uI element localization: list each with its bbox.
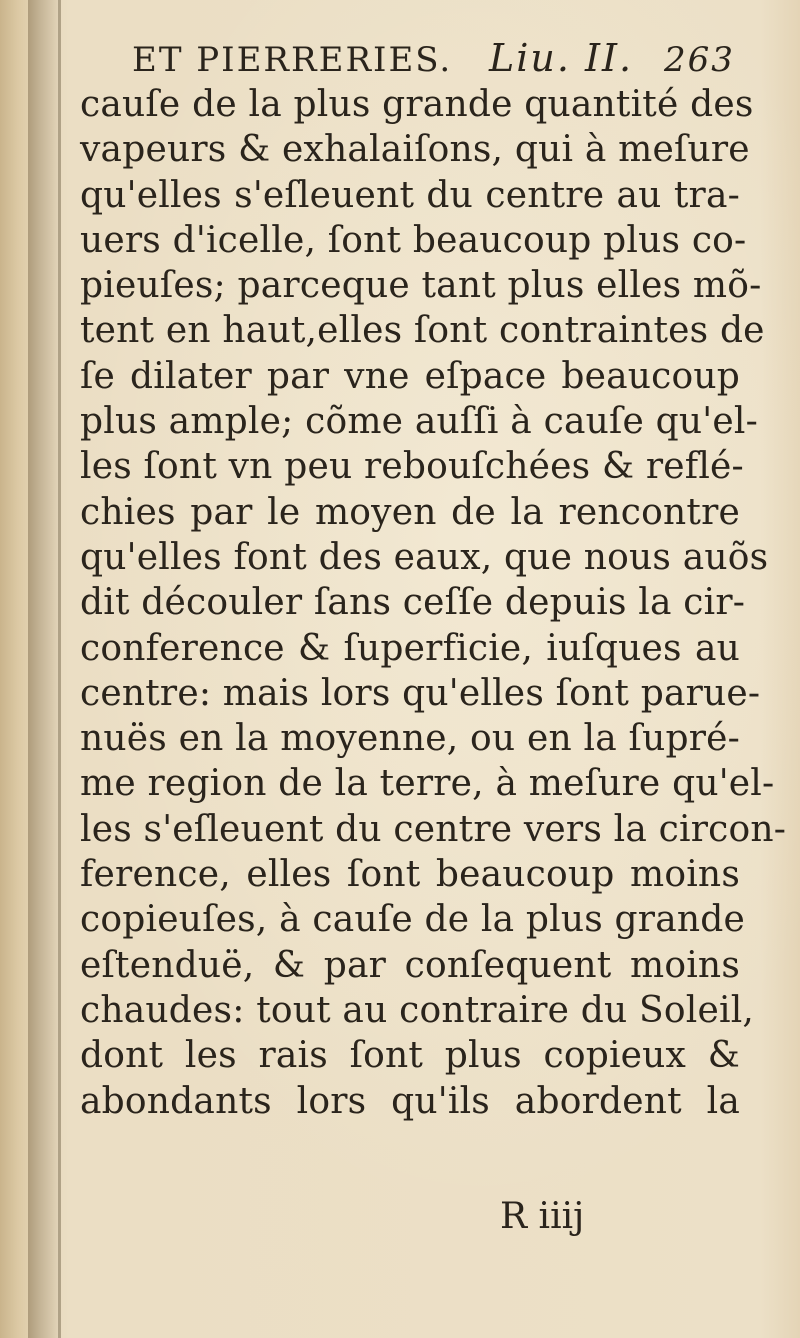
page-number: 263 — [663, 40, 735, 80]
text-line: ſe dilater par vne eſpace beaucoup — [80, 355, 740, 397]
text-line: cauſe de la plus grande quantité des — [80, 84, 754, 125]
text-line: uers d'icelle, ſont beaucoup plus co- — [80, 219, 747, 261]
binding-shadow — [28, 0, 58, 1338]
text-line: les ſont vn peu rebouſchées & reflé- — [80, 446, 744, 488]
text-line: dont les rais ſont plus copieux & — [80, 1035, 740, 1077]
text-line: les s'eſleuent du centre vers la circon- — [80, 808, 787, 850]
text-line: pieuſes; parceque tant plus elles mõ- — [80, 265, 762, 307]
body-text — [80, 82, 787, 1124]
signature-mark: R iiij — [500, 1196, 585, 1237]
text-line: chaudes: tout au contraire du Soleil, — [80, 989, 755, 1031]
text-line: copieuſes, à cauſe de la plus grande — [80, 899, 745, 941]
text-line: dit découler ſans ceſſe depuis la cir- — [80, 582, 746, 624]
text-line: vapeurs & exhalaiſons, qui à meſure — [80, 129, 750, 171]
text-line: centre: mais lors qu'elles ſont parue- — [80, 672, 761, 714]
text-line: conference & ſuperficie, iuſques au — [80, 627, 740, 669]
text-line: eſtenduë, & par conſequent moins — [80, 944, 740, 986]
book-number: Liu. II. — [489, 36, 634, 80]
text-line: tent en haut,elles ſont contraintes de — [80, 310, 765, 352]
text-line: qu'elles s'eſleuent du centre au tra- — [80, 174, 740, 216]
binding-edge — [58, 0, 61, 1338]
text-line: nuës en la moyenne, ou en la ſupré- — [80, 718, 740, 760]
text-line: plus ample; cõme auſſi à cauſe qu'el- — [80, 401, 758, 443]
text-line: qu'elles font des eaux, que nous auõs — [80, 536, 769, 578]
text-line: abondants lors qu'ils abordent la — [80, 1080, 740, 1122]
text-line: ference, elles ſont beaucoup moins — [80, 854, 740, 896]
text-line: chies par le moyen de la rencontre — [80, 491, 740, 533]
text-line: me region de la terre, à meſure qu'el- — [80, 763, 775, 805]
running-title: ET PIERRERIES. — [132, 40, 453, 80]
